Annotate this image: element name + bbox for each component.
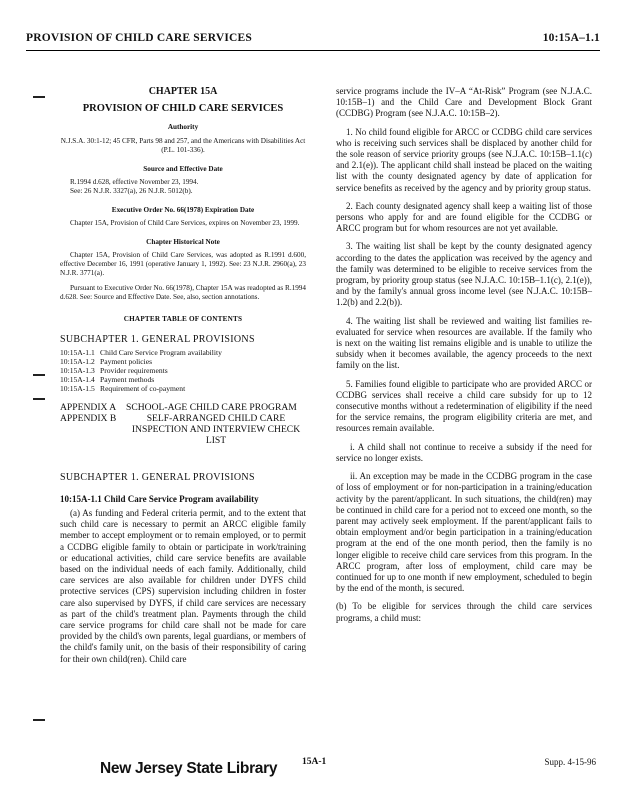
toc-number: 10:15A-1.5 (60, 383, 95, 393)
toc-number: 10:15A-1.3 (60, 365, 95, 375)
toc-subchapter: SUBCHAPTER 1. GENERAL PROVISIONS (60, 334, 255, 346)
continued-paragraph: service programs include the IV–A “At-Risk” Program (see N.J.A.C. 10:15B–1) and the Child Care and Development Block Grant (CCDBG) Program (see N.J.A.C. 10:15B–2). (336, 86, 592, 119)
historical-note-p2: Pursuant to Executive Order No. 66(1978), Chapter 15A was readopted as R.1994 d.628. See: Source and Effective Date. See, also, section annotations. (60, 284, 306, 302)
library-stamp: New Jersey State Library (100, 760, 278, 777)
header-rule (26, 50, 600, 51)
historical-note-p1: Chapter 15A, Provision of Child Care Services, was adopted as R.1991 d.600, effective December 16, 1991 (operative January 1, 1992). See: 23 N.J.R. 2960(a), 23 N.J.R. 3771(a). (60, 251, 306, 278)
right-column (336, 86, 592, 631)
paragraph-5: 5. Families found eligible to participate who are provided ARCC or CCDBG services shall receive a child care subsidy for up to 12 consecutive months without a redetermination of eligibility if the need for the service remains, the program eligibility criteria are met, and resources remain available. (336, 378, 592, 434)
toc-title: Requirement of co-payment (100, 383, 186, 393)
appendix-b-title: SELF-ARRANGED CHILD CARE INSPECTION AND INTERVIEW CHECK LIST (131, 412, 301, 446)
appendix-a (60, 402, 306, 413)
toc-row (60, 357, 306, 366)
toc-number: 10:15A-1.1 (60, 347, 95, 357)
toc-heading: CHAPTER TABLE OF CONTENTS (123, 315, 243, 324)
paragraph-2: 2. Each county designated agency shall keep a waiting list of those persons who apply for and are found eligible for the CCDBG or ARCC program but for whom resources are not yet available. (336, 200, 592, 234)
appendix-a-title: SCHOOL-AGE CHILD CARE PROGRAM (126, 401, 297, 413)
margin-mark (33, 374, 45, 376)
paragraph-b: (b) To be eligible for services through the child care services programs, a child must: (336, 601, 592, 623)
chapter-number: CHAPTER 15A (148, 86, 218, 97)
toc-row (60, 375, 306, 384)
executive-order-heading: Executive Order No. 66(1978) Expiration Date (111, 205, 255, 214)
margin-mark (33, 719, 45, 721)
toc-number: 10:15A-1.4 (60, 374, 95, 384)
toc-number: 10:15A-1.2 (60, 356, 95, 366)
appendix-a-key: APPENDIX A (60, 401, 117, 413)
running-header (26, 32, 600, 48)
section-paragraph-a: (a) As funding and Federal criteria permit, and to the extent that such child care is necessary to permit an ARCC eligible family member to accept employment or to remain employed, or to permit a CCDBG eligible family to obtain or participate in work/training or educational activities, child care service benefits are available based on the individual needs of each family. Additionally, child care services are also available for children under DYFS child protective services (CPS) supervision including children in foster care also supervised by DYFS, if child care services are necessary as part of the child's treatment plan. Payments through the child care service programs for child care shall not be made for care provided by the child's own parents, legal guardians, or members of the child's family unit, on the basis of their responsibility of caring for their own child(ren). Child care (60, 508, 306, 664)
left-column (60, 86, 306, 665)
paragraph-4: 4. The waiting list shall be reviewed and waiting list families re-evaluated for service when resources are available. If the family who is next on the waiting list remains eligible and is unable to utilize the subsidy when it becomes available, the agency proceeds to the next family on the list. (336, 315, 592, 371)
appendix-b (60, 413, 306, 446)
page-number: 15A-1 (302, 757, 327, 767)
toc-title: Payment policies (100, 356, 153, 366)
chapter-title: PROVISION OF CHILD CARE SERVICES (82, 103, 284, 115)
source-heading: Source and Effective Date (143, 164, 223, 173)
toc-row (60, 348, 306, 357)
paragraph-5-i: i. A child shall not continue to receive a subsidy if the need for service no longer exists. (336, 441, 592, 463)
executive-order-text: Chapter 15A, Provision of Child Care Services, expires on November 23, 1999. (70, 219, 300, 228)
margin-mark (33, 96, 45, 98)
toc-title: Provider requirements (100, 365, 168, 375)
supplement-date: Supp. 4-15-96 (544, 757, 596, 767)
paragraph-1: 1. No child found eligible for ARCC or CCDBG child care services who is receiving such services shall be displaced by another child for the sole reason of service priority groups (see N.J.A.C. 10:15B–1.1(c) and 2.1(e)). The applicant child shall instead be placed on the waiting list with the county designated agency by date of application for service benefits as received by the agency and by priority group status. (336, 126, 592, 193)
toc-title: Child Care Service Program availability (100, 347, 222, 357)
appendix-b-key: APPENDIX B (60, 412, 117, 424)
source-line-1: R.1994 d.628, effective November 23, 1994. (70, 177, 199, 186)
subchapter-heading: SUBCHAPTER 1. GENERAL PROVISIONS (60, 471, 255, 483)
section-heading: 10:15A-1.1 Child Care Service Program availability (60, 493, 259, 504)
historical-note-heading: Chapter Historical Note (146, 238, 220, 247)
header-section-number: 10:15A–1.1 (542, 32, 600, 44)
toc-row (60, 366, 306, 375)
authority-heading: Authority (167, 123, 199, 132)
header-title: PROVISION OF CHILD CARE SERVICES (26, 32, 253, 44)
authority-text: N.J.S.A. 30:1-12; 45 CFR, Parts 98 and 257, and the Americans with Disabilities Act (P.L. 101-336). (60, 136, 306, 154)
source-line-2: See: 26 N.J.R. 3327(a), 26 N.J.R. 5012(b). (70, 186, 193, 195)
margin-mark (33, 398, 45, 400)
paragraph-3: 3. The waiting list shall be kept by the county designated agency according to the dates the application was received by the agency and the family was determined to be eligible to receive services from the program, by priority group status (see N.J.A.C. 10:15B–1.1(c), 2.1(e)), and by the family's annual gross income level (see N.J.A.C. 10:15B–1.2(b) and 2.2(b)). (336, 241, 592, 308)
paragraph-5-ii: ii. An exception may be made in the CCDBG program in the case of loss of employment or for non-participation in a training/education activity by the parent/applicant. In such situations, the child(ren) may be continued in child care for a period not to exceed one month, so the parent may actively seek employment. If the parent/applicant fails to obtain employment and/or begin participation in a training/education program at the end of the one month period, then the family is no longer eligible to receive child care services from this program. In the ARCC program, after loss of employment, child care may be continued for up to one month if new employment, scheduled to begin by the end of the month, is secured. (336, 471, 592, 594)
toc-row (60, 384, 306, 393)
toc-title: Payment methods (100, 374, 155, 384)
